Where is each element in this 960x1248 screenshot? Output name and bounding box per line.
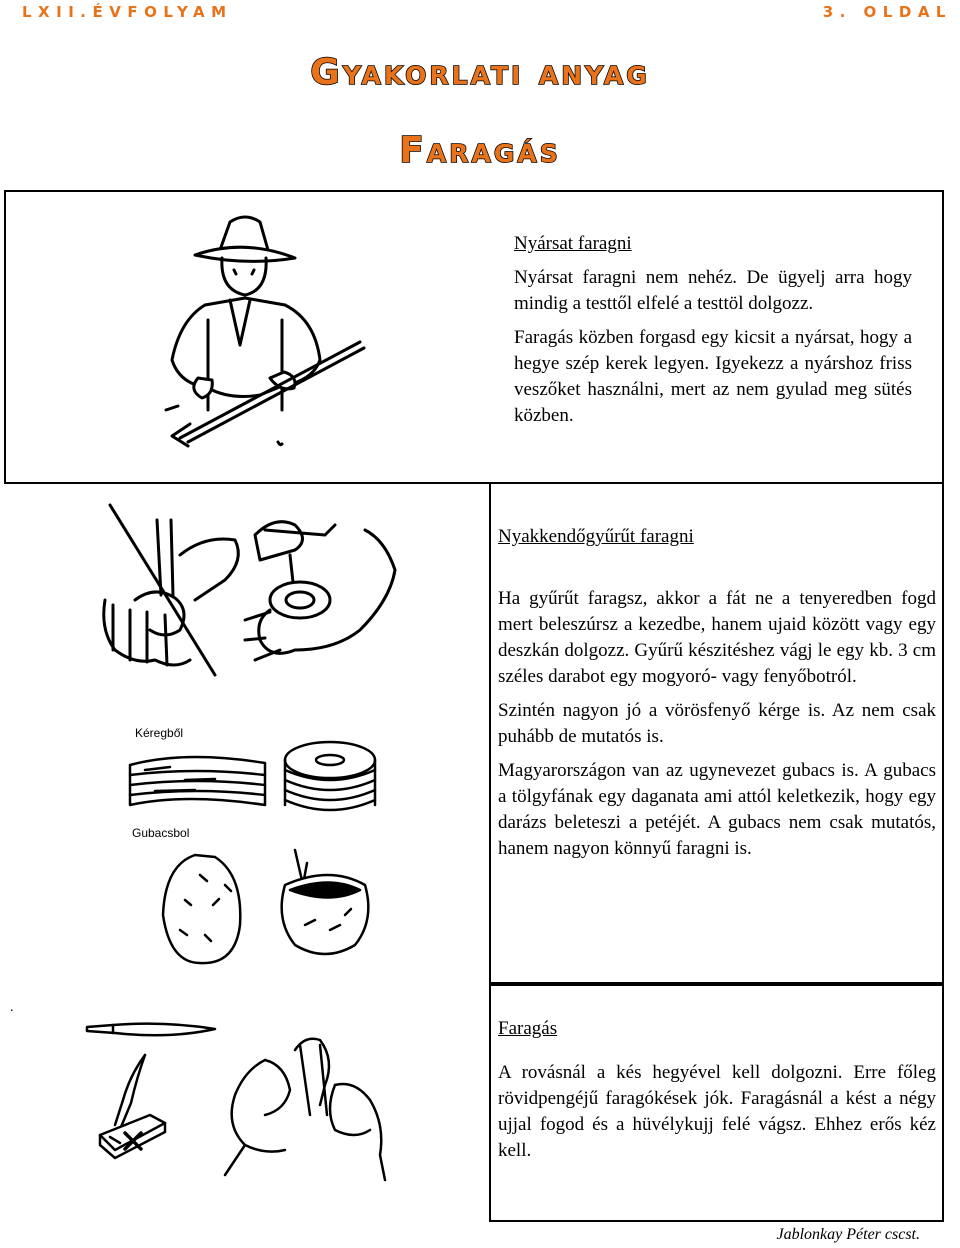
gall-label: Gubacsbol <box>132 826 190 840</box>
section-carving-paragraph-1: A rovásnál a kés hegyével kell dolgozni. Erre főleg rövidpengéjű faragókések jók. Faragásnál a kést a négy ujjal fogod és a hüvélykujj felé vágsz. Ehhez erős kéz kell. <box>498 1062 936 1161</box>
scout-whittling-illustration <box>150 210 450 450</box>
knife-carving-illustration <box>85 1015 405 1185</box>
section-ring-paragraph-1: Ha gyűrűt faragsz, akkor a fát ne a tenyeredben fogd mert beleszúrsz a kezedbe, hanem ujaid között vagy egy deszkán dolgozz. Gyűrű készitéshez vágj le egy kb. 3 cm széles darabot egy mogyoró- vagy fenyőbotról. <box>498 588 936 687</box>
section-spit-text <box>514 231 912 437</box>
section-ring-heading: Nyakkendőgyűrűt faragni <box>498 526 694 547</box>
section-carving-text <box>498 1016 936 1172</box>
section-spit-paragraph-2: Faragás közben forgasd egy kicsit a nyársat, hogy a hegye szép kerek legyen. Igyekezz a nyárshoz friss veszőket használni, mert az nem gyulad meg sütés közben. <box>514 327 912 426</box>
issue-header: LXII.ÉVFOLYAM <box>22 3 233 21</box>
gall-illustration <box>155 845 385 975</box>
section-carving-heading: Faragás <box>498 1018 558 1039</box>
section-ring-text <box>498 524 936 870</box>
section-spit-heading: Nyársat faragni <box>514 233 632 254</box>
page-title: Gyakorlati anyag <box>310 52 650 93</box>
section-ring-paragraph-3: Magyarországon van az ugynevezet gubacs is. A gubacs a tölgyfának egy daganata ami attól keletkezik, hogy egy darázs beleteszi a petéjét. A gubacs nem csak mutatós, hanem nagyon könnyű faragni is. <box>498 760 936 859</box>
author-footer: Jablonkay Péter cscst. <box>776 1226 920 1243</box>
stray-dot: . <box>10 1000 14 1015</box>
page-number-header: 3. OLDAL <box>822 3 952 21</box>
section-ring-paragraph-2: Szintén nagyon jó a vörösfenyő kérge is. Az nem csak puhább de mutatós is. <box>498 700 936 747</box>
page-subtitle: Faragás <box>399 130 561 171</box>
ring-carving-illustration <box>95 500 415 700</box>
section-spit-paragraph-1: Nyársat faragni nem nehéz. De ügyelj arra hogy mindig a testtől elfelé a testtöl dolgozz. <box>514 267 912 314</box>
bark-label: Kéregből <box>135 726 184 740</box>
bark-rings-illustration <box>125 735 385 825</box>
